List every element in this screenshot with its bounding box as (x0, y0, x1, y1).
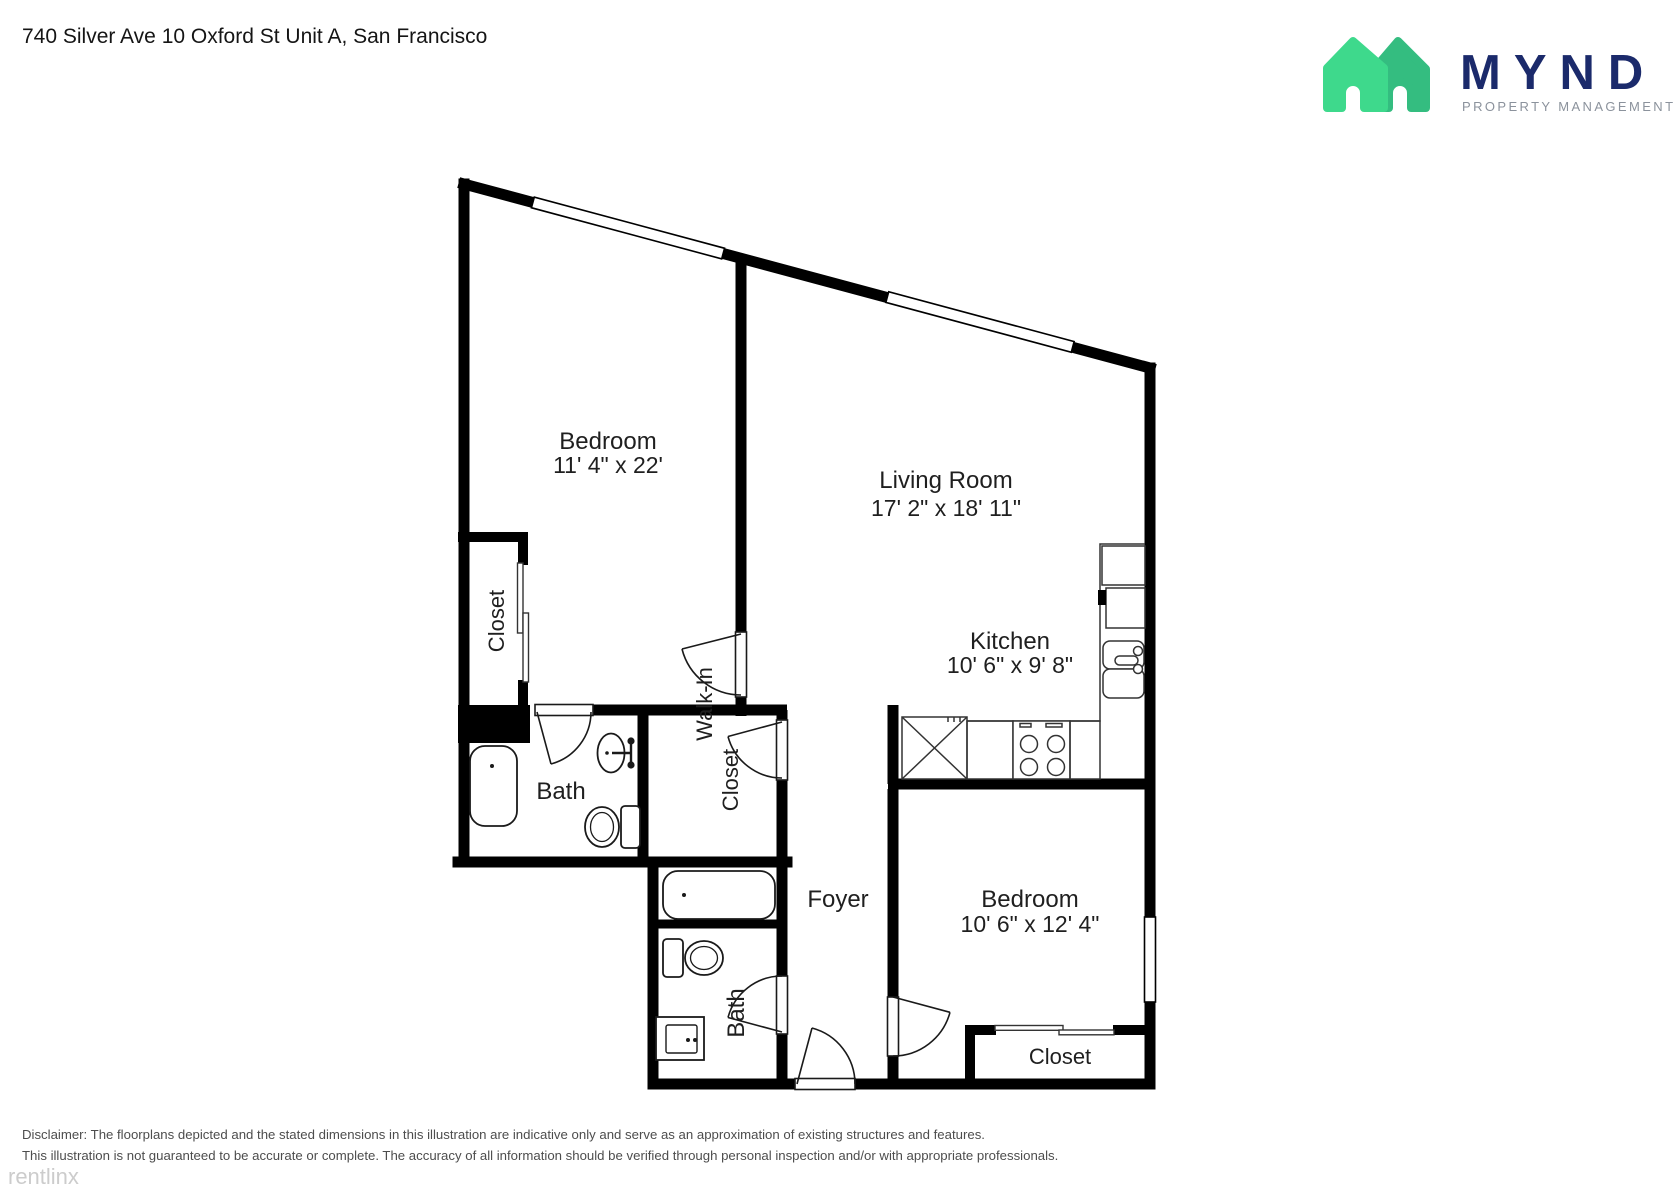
vanity-sink-icon (656, 1017, 704, 1060)
mynd-logo (1327, 41, 1675, 114)
room-dims-living: 17' 2" x 18' 11" (870, 495, 1022, 521)
footer (8, 1127, 1058, 1188)
bath2-fixtures (656, 871, 775, 1060)
closet1-slider-panel-a (518, 563, 524, 633)
kitchen-sink-icon (1103, 641, 1144, 698)
counter-section (1070, 721, 1100, 779)
wall-solid-block (458, 705, 530, 743)
tub-drain-icon (490, 764, 494, 768)
disclaimer-line2: This illustration is not guaranteed to be accurate or complete. The accuracy of all information should be verified through personal inspection and/or with appropriate professionals. (22, 1148, 1059, 1163)
door-entry (795, 1028, 855, 1090)
counter-section (967, 721, 1013, 779)
room-label-walkin-line1: Walk-In (692, 667, 717, 741)
room-label-living: Living Room (879, 467, 1013, 494)
bathtub-icon (663, 871, 775, 919)
bathtub-icon (470, 746, 517, 826)
tub-drain-icon (682, 893, 686, 897)
window-bedroom2 (1145, 917, 1156, 1002)
disclaimer-line1: Disclaimer: The floorplans depicted and the stated dimensions in this illustration are indicative only and serve as an approximation of existing structures and features. (22, 1127, 985, 1142)
window-living-room (886, 292, 1074, 352)
room-dims-kitchen: 10' 6" x 9' 8" (946, 652, 1074, 678)
room-label-closet1: Closet (484, 589, 509, 653)
room-label-walkin-line2: Closet (718, 748, 743, 812)
room-dims-bedroom2: 10' 6" x 12' 4" (960, 911, 1100, 937)
room-label-bedroom1: Bedroom (559, 428, 657, 455)
stove-icon (1013, 721, 1070, 779)
room-label-bath2: Bath (723, 988, 750, 1038)
rentlinx-watermark: rentlinx (8, 1164, 79, 1188)
toilet-icon (663, 939, 723, 977)
room-label-bath1: Bath (536, 778, 586, 805)
room-label-closet2: Closet (1028, 1044, 1092, 1069)
window-bedroom1 (531, 197, 724, 259)
logo-house-left-icon (1327, 41, 1384, 108)
closet1-slider-panel-b (523, 613, 529, 682)
room-label-kitchen: Kitchen (969, 628, 1051, 655)
page-title: 740 Silver Ave 10 Oxford St Unit A, San Francisco (22, 25, 488, 48)
logo-tagline-text: PROPERTY MANAGEMENT (1462, 99, 1676, 114)
windows (531, 197, 1155, 1002)
room-label-bedroom2: Bedroom (981, 886, 1079, 913)
toilet-icon (585, 806, 640, 848)
door-bedroom2 (888, 997, 951, 1056)
cabinet-icon (1098, 588, 1145, 628)
room-dims-bedroom1: 11' 4" x 22' (553, 452, 663, 478)
door-bath1 (535, 705, 593, 765)
fridge-icon (1102, 546, 1145, 585)
room-label-foyer: Foyer (807, 886, 869, 913)
closet2-slider-panel-b (1059, 1030, 1114, 1035)
sink-icon (598, 734, 635, 773)
closet2-slider-panel-a (995, 1026, 1063, 1031)
logo-brand-text: MYND (1460, 46, 1657, 100)
dishwasher-icon (902, 717, 967, 779)
